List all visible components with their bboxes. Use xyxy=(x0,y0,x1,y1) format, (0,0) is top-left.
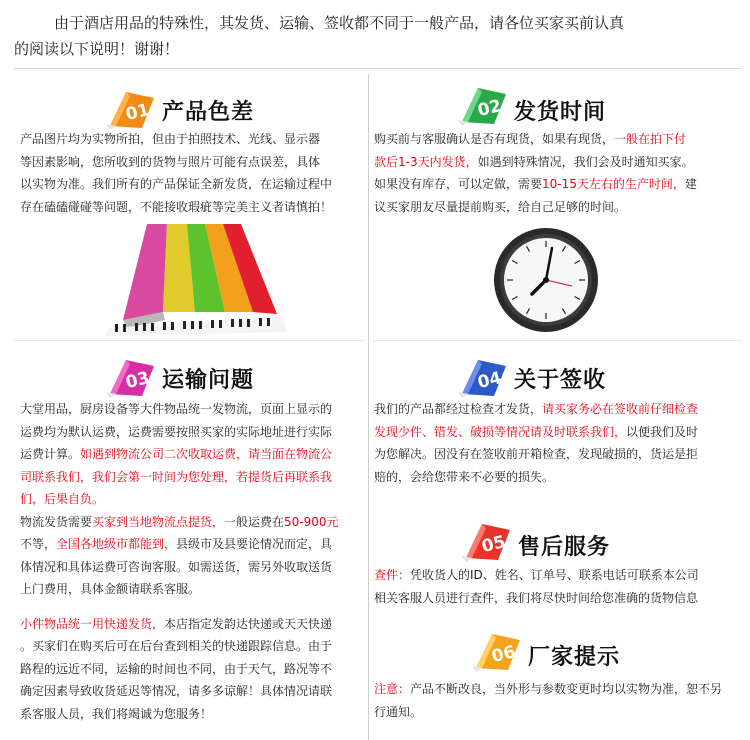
section-06-title: 厂家提示 xyxy=(528,645,621,670)
section-01-line: 等因素影响，您所收到的货物与照片可能有点误差，具体 xyxy=(20,154,321,169)
section-04-body xyxy=(374,398,746,488)
section-06-number: 06 xyxy=(489,642,518,668)
section-03-text: 县级市及县要论情况而定，具 xyxy=(176,537,333,551)
wall-clock-icon xyxy=(492,226,600,334)
divider-left-mid xyxy=(14,340,364,341)
section-02-text: 购买前与客服确认是否有现货，如果有现货， xyxy=(374,132,615,146)
section-01-line: 产品图片均为实物所拍，但由于拍照技术、光线、显示器 xyxy=(20,132,321,146)
section-01-body xyxy=(20,128,370,218)
divider-right-mid xyxy=(372,340,742,341)
section-02-text: 议买家朋友尽量提前购买，给自己足够的时间。 xyxy=(374,199,627,214)
section-06-text: 产品不断改良，当外形与参数变更时均以实物为准，恕不另 xyxy=(410,682,723,696)
section-03-text: 上门费用，具体金额请联系客服。 xyxy=(20,582,201,596)
section-03-text: 大堂用品，厨房设备等大件物品统一发物流，页面上显示的 xyxy=(20,402,333,416)
section-02-highlight: 一般在拍下付 xyxy=(614,132,687,146)
section-02-highlight: 10-15天左右的生产时间， xyxy=(542,177,685,191)
section-04-badge-icon xyxy=(456,354,510,398)
section-03-badge-icon xyxy=(104,354,158,398)
section-01-line: 以实物为准。我们所有的产品保证全新发货，在运输过程中 xyxy=(20,177,333,191)
section-04-number: 04 xyxy=(475,368,504,394)
section-03-text: 运费计算。 xyxy=(20,447,81,461)
section-05-badge-icon xyxy=(460,518,514,562)
section-03-body xyxy=(20,398,370,725)
section-04-highlight: 发现少件、错发、破损等情况请及时联系我们， xyxy=(374,424,627,439)
section-05-text: 相关客服人员进行查件，我们将尽快时间给您准确的货物信息 xyxy=(374,590,699,605)
rainbow-piano-keys-image xyxy=(105,224,287,336)
section-03-highlight: 如遇到物流公司二次收取运费，请当面在物流公 xyxy=(80,447,333,461)
section-03-title: 运输问题 xyxy=(162,368,255,393)
section-06-highlight: 注意： xyxy=(374,682,411,696)
intro-line-1: 由于酒店用品的特殊性，其发货、运输、签收都不同于一般产品，请各位买家买前认真 xyxy=(54,14,625,32)
section-05-title: 售后服务 xyxy=(518,535,611,560)
section-03-text: 确定因素导致收货延迟等情况，请多多谅解！具体情况请联 xyxy=(20,684,333,698)
section-03-text: 不等， xyxy=(20,537,57,551)
section-05-number: 05 xyxy=(479,532,508,558)
section-03-text: 。买家们在购买后可在后台查到相关的快递跟踪信息。由于 xyxy=(20,639,333,653)
intro-line-2: 的阅读以下说明！谢谢！ xyxy=(14,40,180,58)
section-05-body xyxy=(374,564,746,609)
divider-top xyxy=(14,68,742,69)
section-03-highlight: 司联系我们，我们会第一时间为您处理，若提货后再联系我 xyxy=(20,469,333,484)
section-02-number: 02 xyxy=(475,96,504,122)
section-03-highlight: 们，后果自负。 xyxy=(20,492,105,506)
section-01-title: 产品色差 xyxy=(162,100,255,125)
section-04-text: 以便我们及时 xyxy=(626,424,699,439)
intro-notice xyxy=(14,10,744,62)
section-04-text: 为您解决。因没有在签收前开箱检查，发现破损的，货运是拒 xyxy=(374,447,699,461)
section-02-text: 建 xyxy=(684,177,697,191)
section-04-text: 赔的，会给您带来不必要的损失。 xyxy=(374,469,555,484)
section-03-number: 03 xyxy=(123,368,152,394)
section-05-highlight: 查件： xyxy=(374,568,411,582)
section-03-text: 系客服人员，我们将竭诚为您服务！ xyxy=(20,706,213,721)
section-03-text: 路程的远近不同，运输的时间也不同，由于天气，路况等不 xyxy=(20,661,333,676)
section-06-body xyxy=(374,678,746,723)
section-06-badge-icon xyxy=(470,628,524,672)
section-02-body xyxy=(374,128,746,218)
section-01-number: 01 xyxy=(123,100,152,126)
section-01-line: 存在磕磕碰碰等问题，不能接收瑕疵等完美主义者请慎拍！ xyxy=(20,199,333,214)
section-03-highlight: 50-900元 xyxy=(284,514,339,529)
section-02-badge-icon xyxy=(456,82,510,126)
section-04-text: 我们的产品都经过检查才发货， xyxy=(374,402,543,416)
section-03-text: 一般运费在 xyxy=(224,514,285,529)
section-02-title: 发货时间 xyxy=(514,100,607,125)
section-03-text: 物流发货需要 xyxy=(20,514,93,529)
section-04-title: 关于签收 xyxy=(514,368,607,393)
section-03-text: 运费均为默认运费，运费需要按照买家的实际地址进行实际 xyxy=(20,424,333,439)
section-03-text: 本店指定发韵达快递或天天快递 xyxy=(164,616,333,631)
section-01-badge-icon xyxy=(104,86,158,130)
section-03-text: 体情况和具体运费可咨询客服。如需送货，需另外收取送货 xyxy=(20,559,333,574)
section-03-highlight: 全国各地级市都能到， xyxy=(56,537,177,551)
section-02-text: 如遇到特殊情况，我们会及时通知买家。 xyxy=(477,154,694,169)
section-02-highlight: 款后1-3天内发货， xyxy=(374,154,478,169)
section-06-text: 行通知。 xyxy=(374,704,423,719)
section-04-highlight: 请买家务必在签收前仔细检查 xyxy=(542,402,699,416)
section-02-text: 如果没有库存，可以定做，需要 xyxy=(374,177,543,191)
section-03-highlight: 小件物品统一用快递发货， xyxy=(20,616,165,631)
section-05-text: 凭收货人的ID、姓名、订单号、联系电话可联系本公司 xyxy=(410,568,699,582)
section-03-highlight: 买家到当地物流点提货， xyxy=(92,514,225,529)
